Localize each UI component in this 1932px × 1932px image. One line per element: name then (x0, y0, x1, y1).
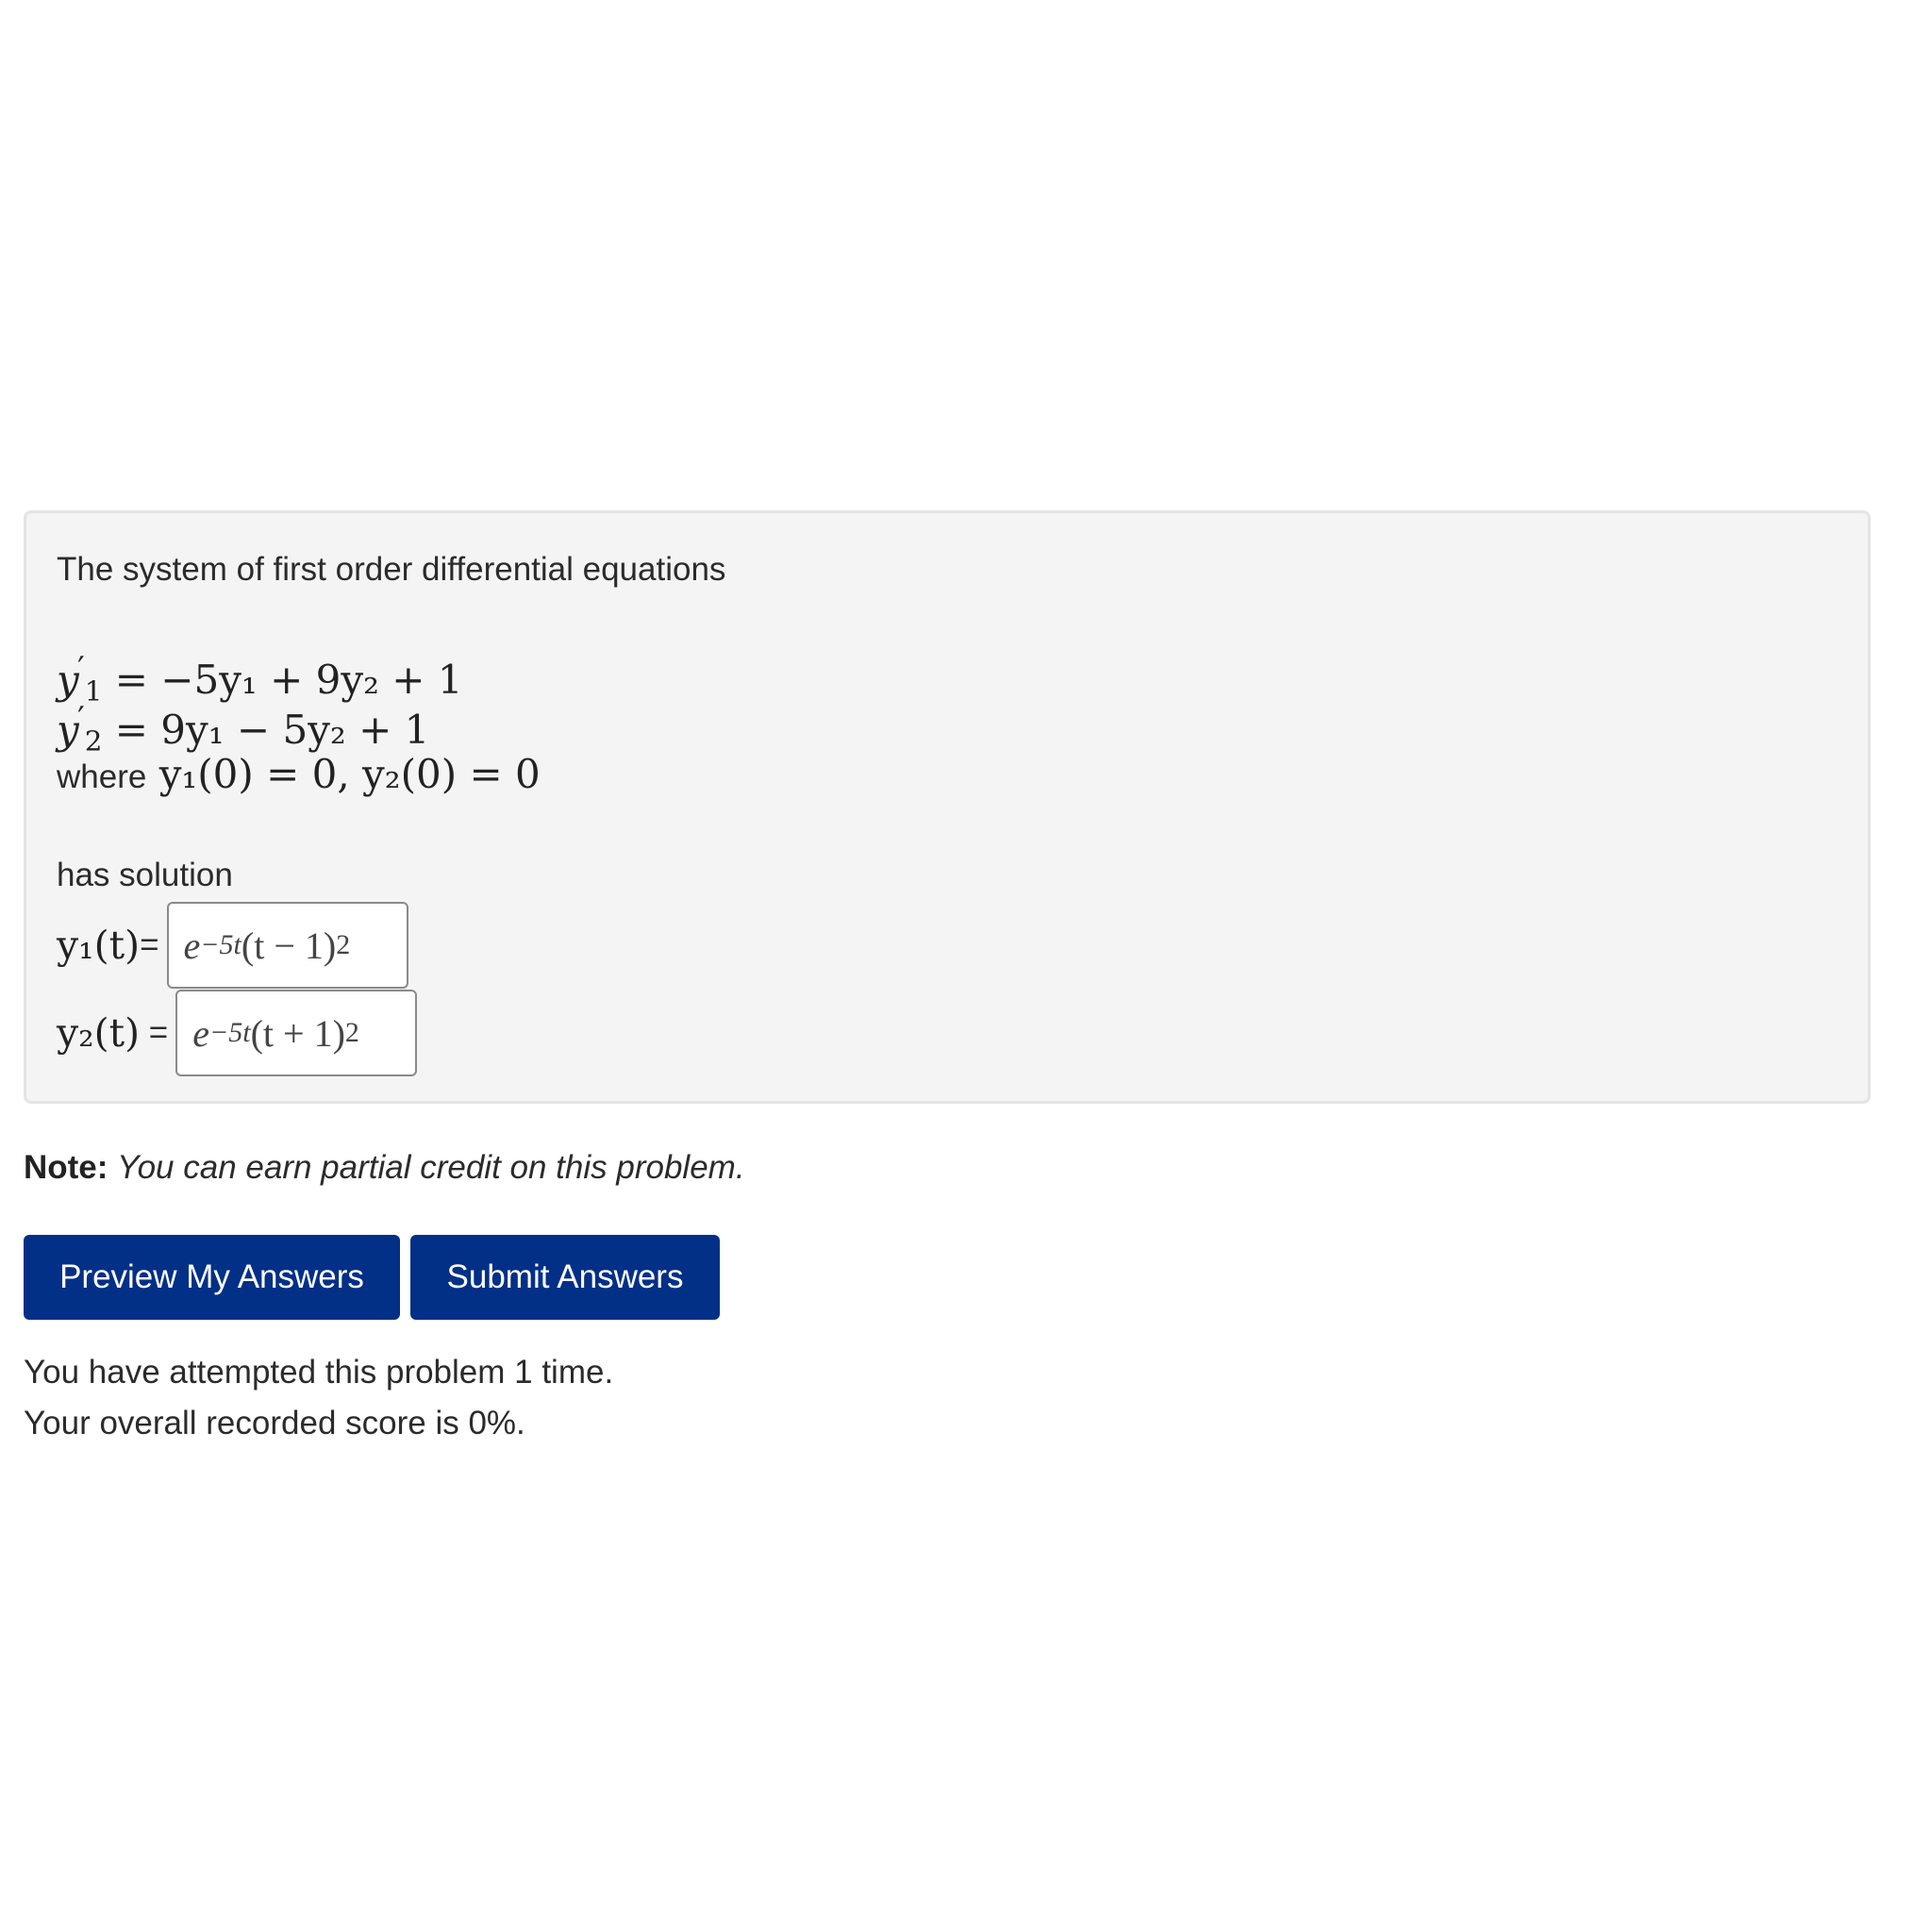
eq1-lhs-var: y (57, 657, 79, 704)
answer-equals-y2: = (140, 1014, 169, 1051)
partial-credit-note (24, 1149, 745, 1187)
initial-conditions-line (57, 751, 541, 797)
score-status: Your overall recorded score is 0%. (24, 1405, 525, 1441)
answer-y2-base: e (192, 1011, 210, 1055)
eq1-lhs-sub: 1 (84, 675, 103, 708)
answer-row-y2 (57, 990, 417, 1076)
answer-label-y1: y₁(t) (57, 923, 141, 968)
answer-input-y1[interactable] (167, 902, 408, 989)
equation-1 (57, 650, 463, 707)
where-word: where (57, 758, 147, 795)
answer-y1-body: (t − 1) (241, 924, 337, 967)
eq2-lhs-sub: 2 (84, 724, 103, 758)
prime-mark: ′ (77, 700, 85, 737)
note-text: You can earn partial credit on this problem. (117, 1149, 745, 1186)
equation-2 (57, 700, 429, 757)
attempts-status: You have attempted this problem 1 time. (24, 1354, 614, 1391)
preview-answers-button[interactable]: Preview My Answers (24, 1235, 400, 1320)
answer-y2-body: (t + 1) (250, 1011, 345, 1055)
prime-mark: ′ (77, 650, 85, 687)
answer-input-y2[interactable] (175, 990, 417, 1076)
answer-row-y1 (57, 902, 408, 989)
problem-panel (24, 510, 1871, 1104)
answer-y1-exponent: −5t (200, 929, 242, 960)
problem-intro: The system of first order differential equations (57, 551, 726, 588)
answer-equals-y1: = (140, 926, 159, 963)
initial-conditions: y₁(0) = 0, y₂(0) = 0 (158, 751, 541, 797)
eq2-rhs: = 9y₁ − 5y₂ + 1 (114, 707, 430, 754)
answer-y1-power: 2 (336, 929, 351, 960)
answer-label-y2: y₂(t) (57, 1010, 141, 1056)
answer-y2-exponent: −5t (209, 1017, 251, 1048)
submit-answers-button[interactable]: Submit Answers (410, 1235, 720, 1320)
has-solution-text: has solution (57, 857, 233, 893)
answer-y2-power: 2 (344, 1017, 359, 1048)
answer-y1-base: e (183, 924, 201, 967)
eq1-rhs: = −5y₁ + 9y₂ + 1 (114, 657, 463, 704)
note-label: Note: (24, 1149, 108, 1186)
eq2-lhs-var: y (57, 707, 79, 754)
